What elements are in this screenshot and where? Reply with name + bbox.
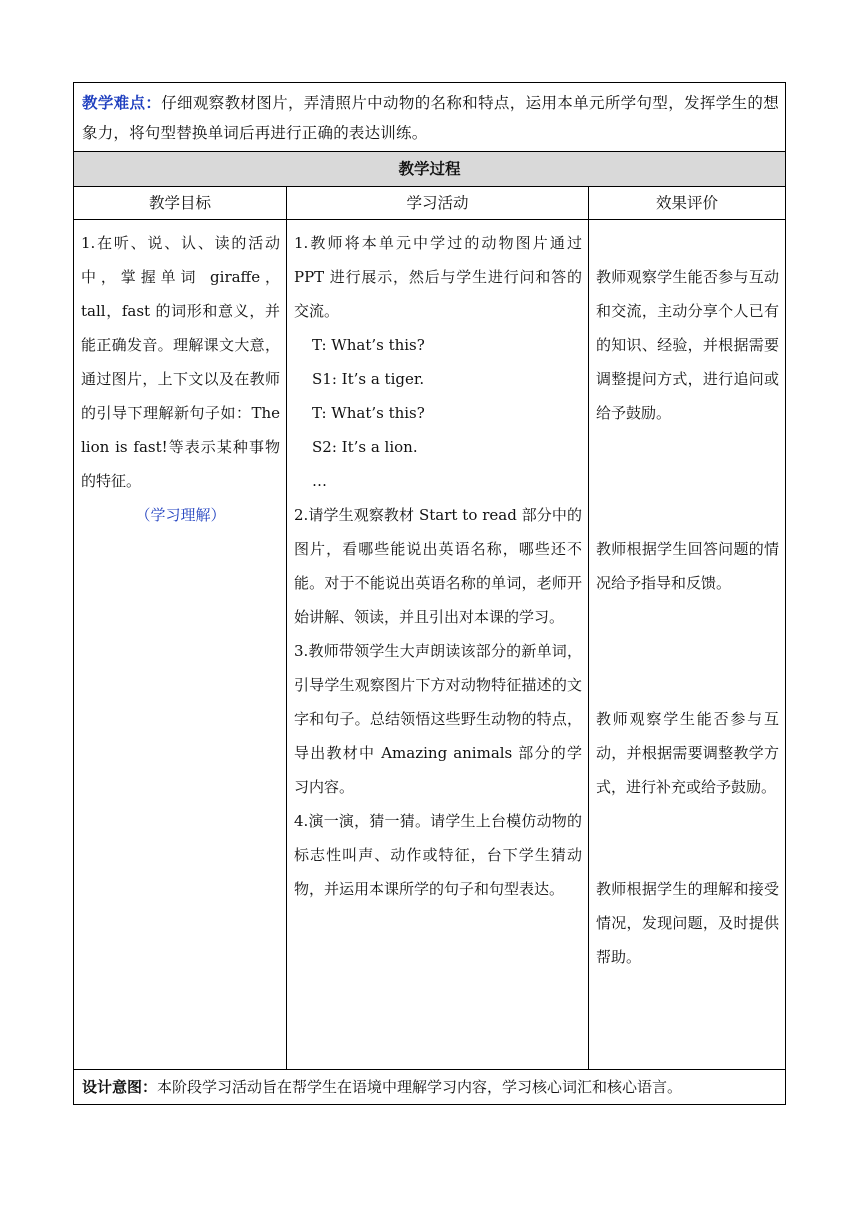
column-header-row <box>74 187 785 220</box>
difficulty-label: 教学难点： <box>82 94 162 112</box>
evaluation-4: 教师根据学生的理解和接受情况，发现问题，及时提供帮助。 <box>596 880 779 966</box>
intent-text: 本阶段学习活动旨在帮学生在语境中理解学习内容，学习核心词汇和核心语言。 <box>157 1078 683 1096</box>
dialog-line: … <box>312 472 327 490</box>
header-goals: 教学目标 <box>74 187 287 219</box>
activity-3: 3.教师带领学生大声朗读该部分的新单词，引导学生观察图片下方对动物特征描述的文字和句子。总结领悟这些野生动物的特点，导出教材中 Amazing animals 部分的学习内容。 <box>294 642 582 796</box>
intent-label: 设计意图： <box>82 1078 158 1096</box>
difficulty-text: 仔细观察教材图片，弄清照片中动物的名称和特点，运用本单元所学句型，发挥学生的想象力，将句型替换单词后再进行正确的表达训练。 <box>82 94 779 142</box>
teaching-difficulty-row <box>74 83 785 152</box>
dialog-line: T: What’s this? <box>312 404 425 422</box>
goals-tag: （学习理解） <box>135 506 226 524</box>
goals-text: 1.在听、说、认、读的活动中，掌握单词 giraffe，tall，fast 的词形和意义，并能正确发音。理解课文大意，通过图片，上下文以及在教师的引导下理解新句子如：The lion is fast!等表示某种事物的特征。 <box>81 234 280 490</box>
dialog-line: S2: It’s a lion. <box>312 438 418 456</box>
process-body-row <box>74 220 785 1070</box>
header-activities: 学习活动 <box>287 187 589 219</box>
evaluation-3: 教师观察学生能否参与互动，并根据需要调整教学方式，进行补充或给予鼓励。 <box>596 710 779 796</box>
activities-cell <box>287 220 589 1069</box>
evaluation-2: 教师根据学生回答问题的情况给予指导和反馈。 <box>596 540 779 592</box>
dialog-line: S1: It’s a tiger. <box>312 370 425 388</box>
activity-2: 2.请学生观察教材 Start to read 部分中的图片，看哪些能说出英语名称，哪些还不能。对于不能说出英语名称的单词，老师开始讲解、领读，并且引出对本课的学习。 <box>294 506 582 626</box>
evaluation-cell <box>589 220 785 1069</box>
process-title: 教学过程 <box>74 152 785 187</box>
design-intent-row <box>74 1070 785 1104</box>
evaluation-1: 教师观察学生能否参与互动和交流，主动分享个人已有的知识、经验，并根据需要调整提问方式，进行追问或给予鼓励。 <box>596 268 779 422</box>
dialog-line: T: What’s this? <box>312 336 425 354</box>
activity-4: 4.演一演，猜一猜。请学生上台模仿动物的标志性叫声、动作或特征，台下学生猜动物，并运用本课所学的句子和句型表达。 <box>294 812 582 898</box>
lesson-plan-table <box>73 82 786 1105</box>
header-evaluation: 效果评价 <box>655 194 718 212</box>
activity-1: 1.教师将本单元中学过的动物图片通过 PPT 进行展示，然后与学生进行问和答的交流。 <box>294 234 582 320</box>
goals-cell <box>74 220 287 1069</box>
